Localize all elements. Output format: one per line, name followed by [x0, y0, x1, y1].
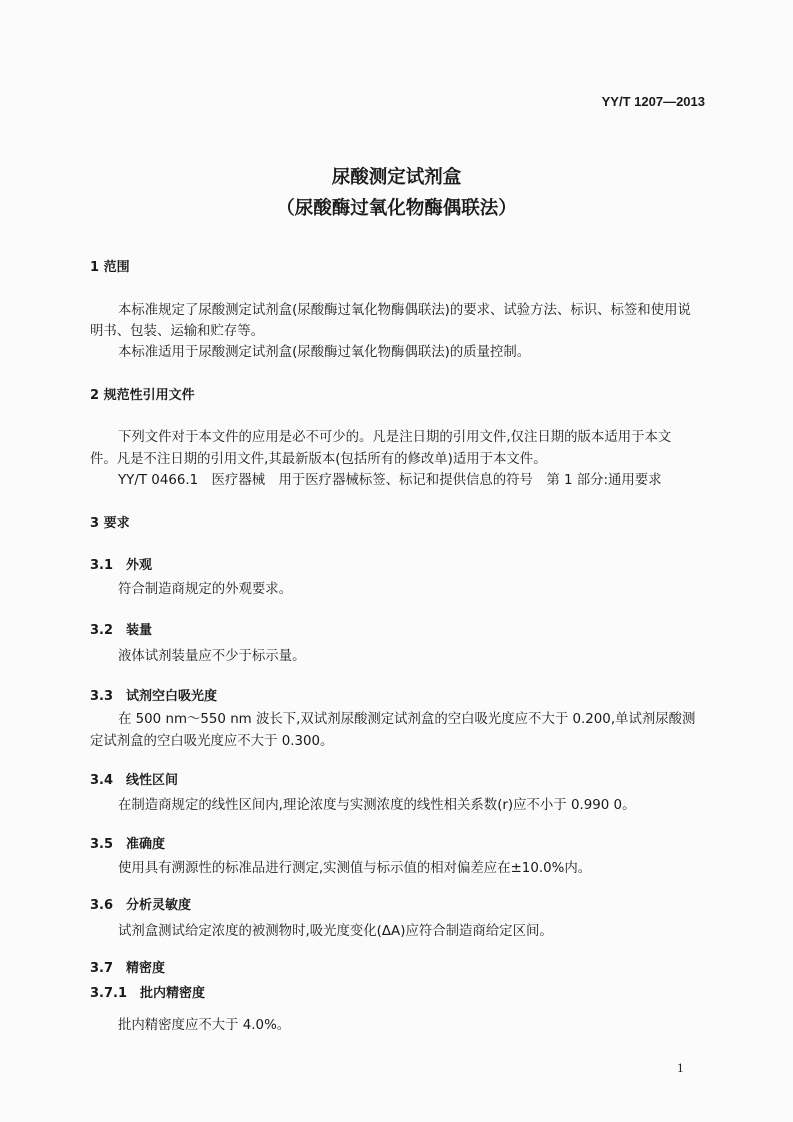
subsection-heading: 3.4 线性区间 [90, 773, 179, 788]
page-number: 1 [677, 1060, 684, 1075]
section-heading: 2 规范性引用文件 [90, 388, 195, 403]
subsection-heading: 3.7.1 批内精密度 [90, 986, 206, 1001]
paragraph-line: 件。凡是不注日期的引用文件,其最新版本(包括所有的修改单)适用于本文件。 [90, 452, 547, 467]
paragraph-line: 液体试剂装量应不少于标示量。 [118, 649, 306, 664]
paragraph-line: 批内精密度应不大于 4.0%。 [118, 1018, 291, 1033]
paragraph-line: 使用具有溯源性的标准品进行测定,实测值与标示值的相对偏差应在±10.0%内。 [118, 861, 592, 876]
subsection-heading: 3.6 分析灵敏度 [90, 898, 192, 913]
subsection-heading: 3.5 准确度 [90, 837, 166, 852]
paragraph-line: 试剂盒测试给定浓度的被测物时,吸光度变化(ΔA)应符合制造商给定区间。 [118, 924, 553, 939]
reference-entry: YY/T 0466.1 医疗器械 用于医疗器械标签、标记和提供信息的符号 第 1 部分:通用要求 [118, 473, 662, 488]
section-heading: 1 范围 [90, 260, 130, 275]
subsection-heading: 3.2 装量 [90, 623, 153, 638]
document-title: 尿酸测定试剂盒 [331, 167, 462, 188]
section-heading: 3 要求 [90, 516, 130, 531]
subsection-heading: 3.3 试剂空白吸光度 [90, 689, 218, 704]
paragraph-line: 在制造商规定的线性区间内,理论浓度与实测浓度的线性相关系数(r)应不小于 0.990 0。 [118, 798, 636, 813]
paragraph-line: 在 500 nm～550 nm 波长下,双试剂尿酸测定试剂盒的空白吸光度应不大于 0.200,单试剂尿酸测 [118, 712, 696, 727]
paragraph-line: 本标准适用于尿酸测定试剂盒(尿酸酶过氧化物酶偶联法)的质量控制。 [118, 345, 531, 360]
standard-number: YY/T 1207—2013 [601, 94, 705, 109]
paragraph-line: 本标准规定了尿酸测定试剂盒(尿酸酶过氧化物酶偶联法)的要求、试验方法、标识、标签和使用说 [118, 303, 691, 318]
subsection-heading: 3.1 外观 [90, 558, 153, 573]
subsection-heading: 3.7 精密度 [90, 961, 166, 976]
paragraph-line: 符合制造商规定的外观要求。 [118, 582, 293, 597]
paragraph-line: 下列文件对于本文件的应用是必不可少的。凡是注日期的引用文件,仅注日期的版本适用于本文 [118, 430, 672, 445]
paragraph-line: 定试剂盒的空白吸光度应不大于 0.300。 [90, 734, 334, 749]
document-subtitle: （尿酸酶过氧化物酶偶联法） [276, 198, 517, 219]
paragraph-line: 明书、包装、运输和贮存等。 [90, 324, 265, 339]
